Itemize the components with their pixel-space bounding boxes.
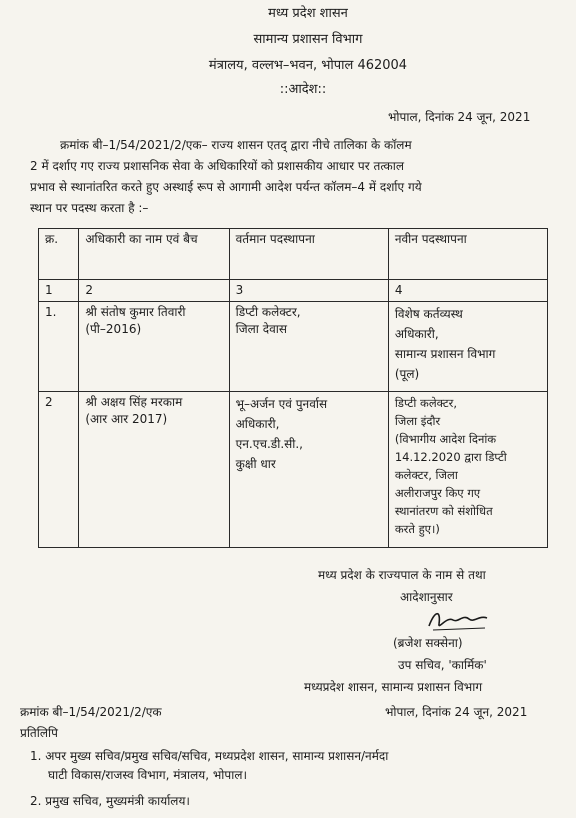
column-number: 1 [39, 280, 79, 302]
header-officer-name: अधिकारी का नाम एवं बैच [79, 229, 229, 280]
row-officer-name: श्री संतोष कुमार तिवारी (पी–2016) [79, 302, 229, 392]
closing-order-line: आदेशानुसार [400, 590, 453, 604]
copy-list-item-continued: घाटी विकास/राजस्व विभाग, मंत्रालय, भोपाल। [48, 768, 247, 782]
header-department: सामान्य प्रशासन विभाग [253, 32, 363, 47]
closing-governor-line: मध्य प्रदेश के राज्यपाल के नाम से तथा [318, 568, 486, 582]
order-line: 2 में दर्शाए गए राज्य प्रशासनिक सेवा के अधिकारियों को प्रशासकीय आधार पर तत्काल [30, 159, 405, 173]
table-row [39, 302, 548, 392]
order-paragraph [30, 135, 560, 219]
row-new-posting: डिप्टी कलेक्टर, जिला इंदौर (विभागीय आदेश दिनांक 14.12.2020 द्वारा डिप्टी कलेक्टर, जिला अलीराजपुर किए गए स्थानांतरण को संशोधित करते हुए।) [388, 392, 547, 548]
header-government: मध्य प्रदेश शासन [268, 6, 348, 21]
column-number: 4 [388, 280, 547, 302]
row-sno: 2 [39, 392, 79, 548]
column-number: 2 [79, 280, 229, 302]
order-line: प्रभाव से स्थानांतरित करते हुए अस्थाई रूप से आगामी आदेश पर्यन्त कॉलम–4 में दर्शाए गये [30, 180, 422, 194]
order-line: क्रमांक बी–1/54/2021/2/एक– राज्य शासन एतद् द्वारा नीचे तालिका के कॉलम [60, 138, 412, 152]
row-current-posting: डिप्टी कलेक्टर, जिला देवास [229, 302, 388, 392]
header-new-posting: नवीन पदस्थापना [388, 229, 547, 280]
column-number: 3 [229, 280, 388, 302]
signatory-name: (ब्रजेश सक्सेना) [393, 636, 463, 650]
header-order-title: ::आदेश:: [279, 82, 327, 97]
table-row [39, 392, 548, 548]
copy-list-item: 1. अपर मुख्य सचिव/प्रमुख सचिव/सचिव, मध्यप्रदेश शासन, सामान्य प्रशासन/नर्मदा [30, 749, 389, 763]
header-sno: क्र. [39, 229, 79, 280]
copy-list-item: 2. प्रमुख सचिव, मुख्यमंत्री कार्यालय। [30, 794, 190, 808]
signatory-department: मध्यप्रदेश शासन, सामान्य प्रशासन विभाग [304, 680, 483, 694]
copy-order-number: क्रमांक बी–1/54/2021/2/एक [20, 705, 162, 719]
row-officer-name: श्री अक्षय सिंह मरकाम (आर आर 2017) [79, 392, 229, 548]
signatory-designation: उप सचिव, 'कार्मिक' [398, 658, 487, 672]
header-address: मंत्रालय, वल्लभ–भवन, भोपाल 462004 [208, 58, 408, 73]
column-number-row [39, 280, 548, 302]
copy-title: प्रतिलिपि [20, 726, 58, 740]
copy-order-date: भोपाल, दिनांक 24 जून, 2021 [385, 705, 528, 719]
order-place-date: भोपाल, दिनांक 24 जून, 2021 [388, 110, 531, 124]
order-line: स्थान पर पदस्थ करता है :– [30, 201, 149, 215]
transfer-table [38, 228, 548, 548]
header-current-posting: वर्तमान पदस्थापना [229, 229, 388, 280]
row-new-posting: विशेष कर्तव्यस्थ अधिकारी, सामान्य प्रशासन विभाग (पूल) [388, 302, 547, 392]
row-sno: 1. [39, 302, 79, 392]
signature-icon [425, 606, 495, 636]
row-current-posting: भू–अर्जन एवं पुनर्वास अधिकारी, एन.एच.डी.सी., कुक्षी धार [229, 392, 388, 548]
table-header-row [39, 229, 548, 280]
